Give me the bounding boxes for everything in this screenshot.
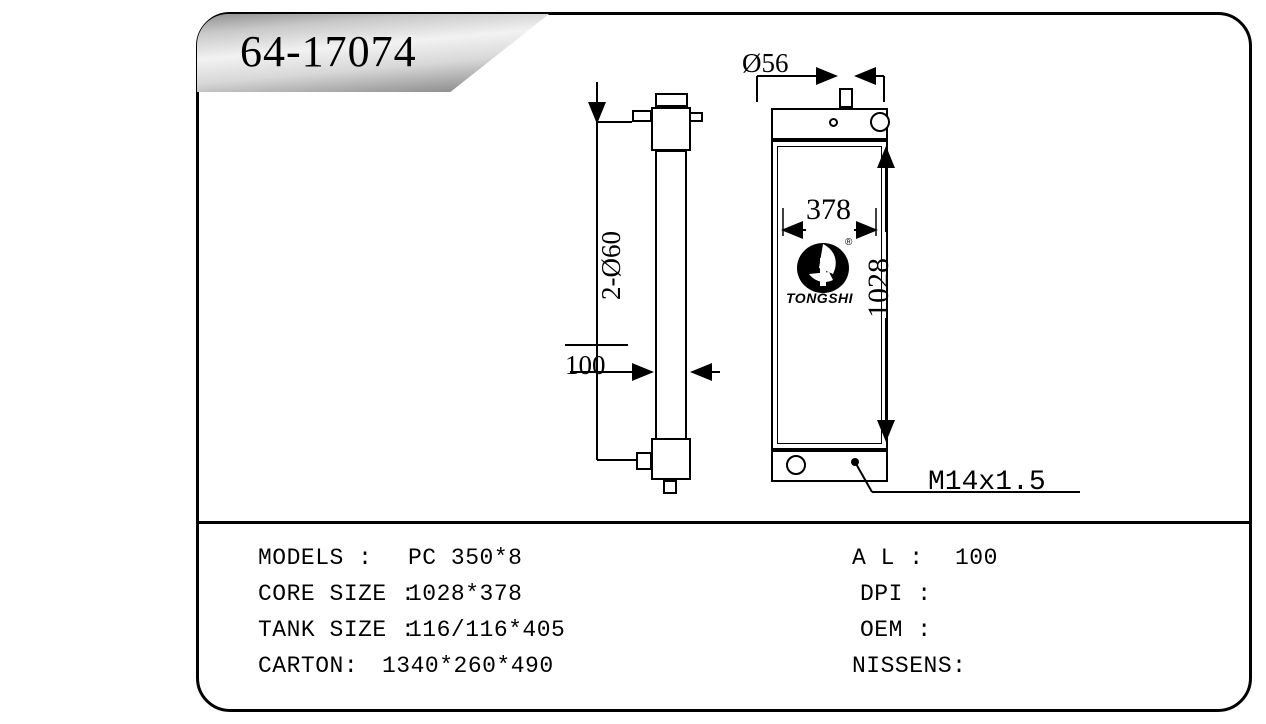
trademark-symbol: ® <box>845 237 853 248</box>
spec-right-label-1: DPI : <box>860 581 932 607</box>
side-view-top-tank <box>651 107 691 151</box>
side-view-core <box>655 150 687 440</box>
spec-left-value-3: 1340*260*490 <box>382 653 554 679</box>
dim-filler-neck-label: Ø56 <box>742 48 789 78</box>
front-view-top-port-large <box>870 112 890 132</box>
sheet-divider <box>196 521 1252 524</box>
spec-left-label-0: MODELS : <box>258 545 373 571</box>
front-view-filler-neck <box>839 88 853 108</box>
spec-left-value-0: PC 350*8 <box>408 545 523 571</box>
part-number-title: 64-17074 <box>240 27 417 76</box>
spec-left-value-2: 116/116*405 <box>408 617 566 643</box>
sheet-border <box>196 12 1252 712</box>
spec-left-label-3: CARTON: <box>258 653 359 679</box>
dim-core-height-label: 1028 <box>862 258 895 318</box>
dim-drain-thread-label: M14x1.5 <box>928 467 1046 498</box>
side-view-bottom-tank <box>651 438 691 480</box>
dim-depth-label: 100 <box>565 350 606 380</box>
side-view-lower-left-outlet <box>636 452 652 470</box>
spec-left-label-2: TANK SIZE : <box>258 617 416 643</box>
dim-core-width-label: 378 <box>806 193 851 226</box>
side-view-upper-left-inlet <box>632 110 652 122</box>
side-view-upper-right-fitting <box>689 112 703 122</box>
front-view-bottom-port-large <box>786 455 806 475</box>
brand-name: TONGSHI <box>786 290 854 306</box>
spec-left-value-1: 1028*378 <box>408 581 523 607</box>
side-view-filler-cap <box>655 93 688 107</box>
spec-left-label-1: CORE SIZE : <box>258 581 416 607</box>
side-view-bottom-foot <box>663 480 677 494</box>
spec-right-value-0: 100 <box>955 545 998 571</box>
dim-inlet-outlet-label: 2-Ø60 <box>596 231 626 300</box>
spec-right-label-3: NISSENS: <box>852 653 967 679</box>
spec-right-label-2: OEM : <box>860 617 932 643</box>
spec-right-label-0: A L : <box>852 545 924 571</box>
front-view-top-port-small <box>829 118 838 127</box>
